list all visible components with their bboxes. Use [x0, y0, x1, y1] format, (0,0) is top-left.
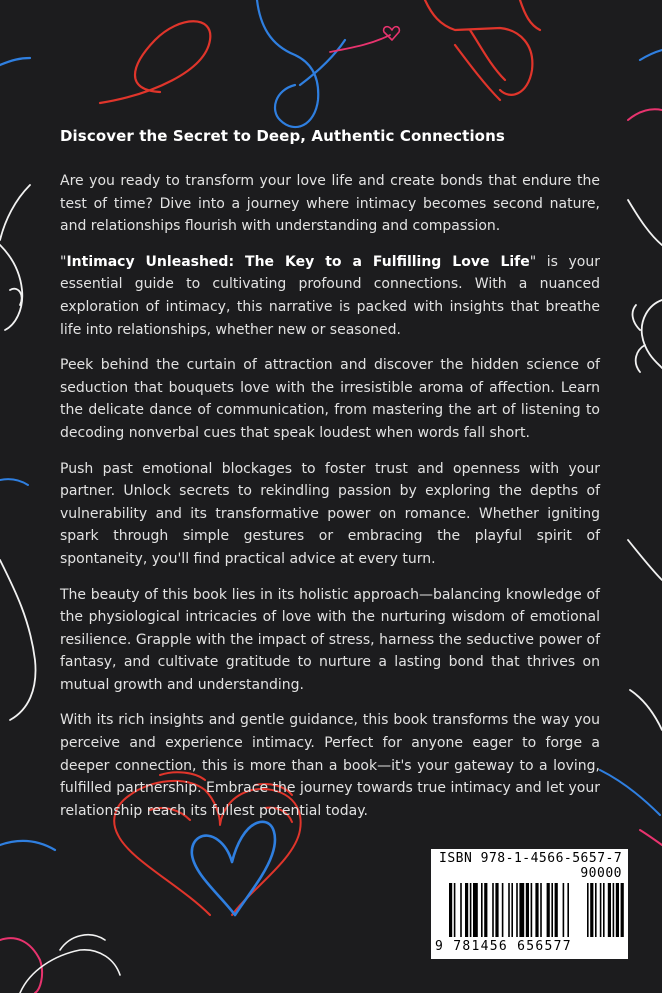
- barcode-bar: [567, 883, 569, 937]
- pink-line-bottom-right: [640, 830, 662, 845]
- barcode-addon-bar: [616, 883, 619, 937]
- title-quote-close: ": [529, 253, 537, 270]
- barcode-bar: [519, 883, 524, 937]
- pink-heart-small: [384, 27, 400, 40]
- white-hand-left: [0, 245, 22, 330]
- paragraph-4: Push past emotional blockages to foster trust and openness with your partner. Unlock secrets to rekindling passion by exploring the depths of vulnerability and its transformative power on romance. Whether igniting spark through simple gestures or embracing the playful spirit of spontaneity, you'll find practical advice at every turn.: [60, 460, 600, 567]
- pink-arc-top-right: [628, 109, 662, 120]
- barcode-bar: [563, 883, 565, 937]
- barcode-bar: [551, 883, 553, 937]
- barcode-addon-bar: [621, 883, 624, 937]
- blue-line-top-right: [640, 50, 662, 60]
- pink-thread: [330, 35, 390, 52]
- white-curve-right-3: [630, 690, 662, 730]
- barcode-bar: [502, 883, 504, 937]
- blue-line-bottom-right: [600, 770, 660, 815]
- barcode-bar: [531, 883, 533, 937]
- barcode-bar: [547, 883, 550, 937]
- blue-line-top-left: [0, 58, 30, 65]
- paragraph-2: [60, 251, 600, 341]
- barcode-bar: [460, 883, 462, 937]
- barcode-addon-bar: [608, 883, 611, 937]
- barcode-addon-bar: [595, 883, 597, 937]
- blue-arc-left: [0, 479, 28, 485]
- barcode-bar: [470, 883, 472, 937]
- white-curve-left-2: [0, 560, 36, 720]
- barcode-addon-bar: [603, 883, 605, 937]
- barcode-bar: [481, 883, 483, 937]
- barcode-bar: [555, 883, 558, 937]
- book-title: Intimacy Unleashed: The Key to a Fulfilling Love Life: [66, 253, 530, 270]
- pink-line-bottom-left: [0, 938, 42, 993]
- barcode-bar: [535, 883, 538, 937]
- barcode-bar: [454, 883, 456, 937]
- section-heading: Discover the Secret to Deep, Authentic Connections: [60, 127, 505, 145]
- barcode-bar: [540, 883, 542, 937]
- barcode-bar: [511, 883, 513, 937]
- barcode-bar: [492, 883, 494, 937]
- white-curve-left-1: [0, 185, 30, 240]
- price-code: 90000: [580, 866, 622, 881]
- barcode-bar: [473, 883, 478, 937]
- paragraph-6: With its rich insights and gentle guidance, this book transforms the way you perceive and experience intimacy. Perfect for anyone eager to forge a deeper connection, this is more than a book—it's your gateway to a loving, fulfilled partnership. Embrace the journey towards true intimacy and let your relationship reach its fullest potential today.: [60, 712, 600, 819]
- white-hand-right: [633, 300, 662, 372]
- white-curve-right-1: [628, 200, 662, 245]
- blue-hand-top: [257, 0, 345, 127]
- barcode-addon-bar: [587, 883, 589, 937]
- barcode-bar: [516, 883, 518, 937]
- barcode-addon-bar: [613, 883, 615, 937]
- barcode-bar: [465, 883, 468, 937]
- barcode-bar: [484, 883, 487, 937]
- barcode-digits: 9 781456 656577: [435, 939, 572, 954]
- back-cover-text: [60, 127, 600, 835]
- isbn-barcode: [431, 849, 628, 959]
- white-curve-right-2: [628, 540, 662, 580]
- barcode-addon-bar: [590, 883, 593, 937]
- red-hand-top-right: [425, 0, 540, 100]
- blue-heart: [192, 822, 275, 915]
- barcode-bar: [495, 883, 498, 937]
- barcode-bar: [526, 883, 529, 937]
- barcode-addon-bar: [600, 883, 602, 937]
- blue-line-bottom-left: [0, 841, 55, 850]
- paragraph-5: The beauty of this book lies in its holistic approach—balancing knowledge of the physiological intricacies of love with the nurturing wisdom of emotional resilience. Grapple with the impact of stress, harness the seductive power of fantasy, and cultivate gratitude to nurture a lasting bond that thrives on mutual growth and understanding.: [60, 586, 600, 693]
- barcode-bar: [508, 883, 510, 937]
- red-swirl-top: [100, 21, 210, 103]
- paragraph-1: Are you ready to transform your love life and create bonds that endure the test of time? Dive into a journey where intimacy becomes second nature, and relationships flourish with understanding and compassion.: [60, 173, 600, 235]
- isbn-label: ISBN 978-1-4566-5657-7: [439, 851, 623, 866]
- paragraph-3: Peek behind the curtain of attraction and discover the hidden science of seduction that bouquets love with the irresistible aroma of affection. Learn the delicate dance of communication, from mastering the art of listening to decoding nonverbal cues that speak loudest when words fall short.: [60, 357, 600, 441]
- title-quote-open: ": [60, 253, 67, 270]
- barcode-bar: [449, 883, 452, 937]
- paragraph-2-text: is your essential guide to cultivating profound connections. With a nuanced exploration of intimacy, this narrative is packed with insights that breathe life into relationships, whether new or seasoned.: [60, 253, 600, 338]
- white-hand-bottom-left: [20, 935, 120, 993]
